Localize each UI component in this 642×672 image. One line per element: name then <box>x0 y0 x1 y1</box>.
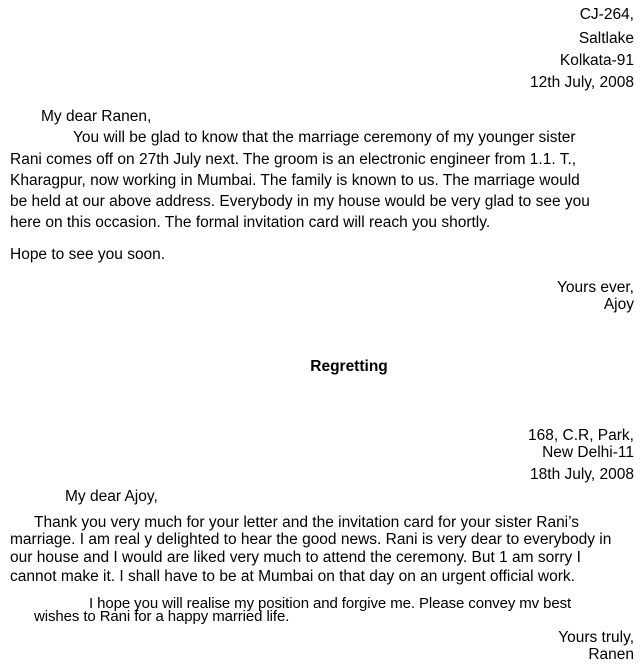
body-line: Rani comes off on 27th July next. The groom is an electronic engineer from 1.1. T., <box>10 151 577 168</box>
body-line: You will be glad to know that the marriage ceremony of my younger sister <box>73 129 576 146</box>
salutation: My dear Ajoy, <box>65 488 158 505</box>
body-line: be held at our above address. Everybody in my house would be very glad to see you <box>10 193 590 210</box>
body-line: our house and I would are liked very much to attend the ceremony. But 1 am sorry I <box>10 549 581 566</box>
body-line: marriage. I am real y delighted to hear the good news. Rani is very dear to everybody in <box>10 531 612 548</box>
salutation: My dear Ranen, <box>41 108 152 125</box>
address-line: Saltlake <box>578 30 634 47</box>
body-line: wishes to Rani for a happy married life. <box>34 608 290 625</box>
body-line: Thank you very much for your letter and the invitation card for your sister Rani’s <box>34 514 580 531</box>
address-line: New Delhi-11 <box>542 444 634 461</box>
closing-line: Hope to see you soon. <box>10 246 166 263</box>
address-line: CJ-264, <box>579 6 634 23</box>
address-line: Kolkata-91 <box>559 52 634 69</box>
sign-off: Yours ever, <box>557 279 634 296</box>
letter-date: 12th July, 2008 <box>530 74 634 91</box>
signature: Ranen <box>588 646 634 663</box>
body-line: Kharagpur, now working in Mumbai. The family is known to us. The marriage would <box>10 172 580 189</box>
sign-off: Yours truly, <box>558 629 634 646</box>
letter-date: 18th July, 2008 <box>530 466 634 483</box>
signature: Ajoy <box>603 296 634 313</box>
body-line: cannot make it. I shall have to be at Mumbai on that day on an urgent official work. <box>10 568 575 585</box>
body-line: I hope you will realise my position and forgive me. Please convey mv best <box>89 595 572 612</box>
body-line: here on this occasion. The formal invitation card will reach you shortly. <box>10 214 491 231</box>
section-heading: Regretting <box>310 358 388 375</box>
address-line: 168, C.R, Park, <box>528 427 634 444</box>
